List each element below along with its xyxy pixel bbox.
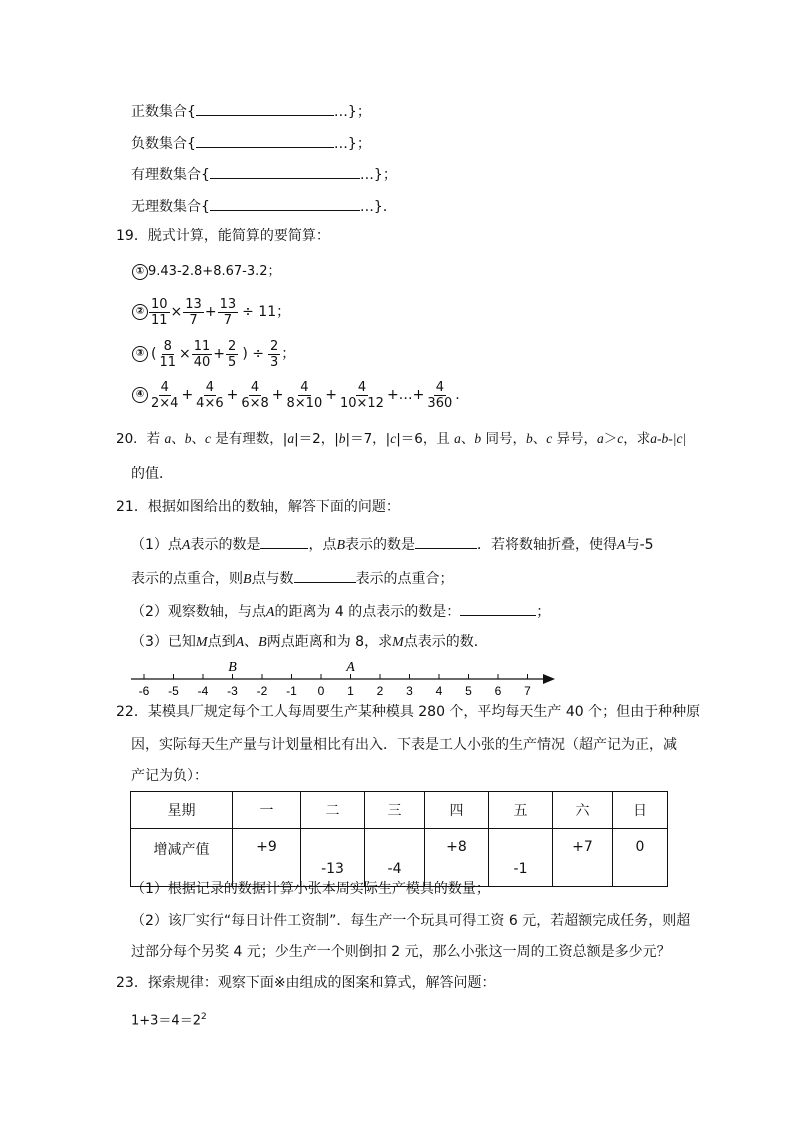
q23-title: 23．探索规律：观察下面※由组成的图案和算式，解答问题： [116, 975, 496, 991]
tick-label: 4 [435, 684, 443, 698]
table-cell: +7 [553, 829, 613, 887]
tick-label: 5 [465, 684, 472, 698]
set-rational: 有理数集合{ …}； [131, 163, 397, 185]
q19-title: 19．脱式计算，能简算的要简算： [116, 228, 330, 244]
q22-line-3: 产记为负）： [131, 768, 208, 784]
q19-item-1: ① 9.43-2.8+8.67-3.2； [132, 262, 281, 282]
circled-number-1: ① [132, 264, 148, 280]
table-cell: +8 [425, 829, 489, 887]
answer-blank[interactable] [415, 533, 477, 549]
table-header-cell: 四 [425, 792, 489, 829]
table-cell: -4 [365, 829, 425, 887]
set-negative: 负数集合{ …}； [131, 132, 371, 154]
table-cell: -13 [301, 829, 365, 887]
set-irrational: 无理数集合{ …}． [131, 195, 397, 217]
table-header-cell: 六 [553, 792, 613, 829]
tick-label: -4 [197, 684, 209, 698]
q22-line-2: 因，实际每天生产量与计划量相比有出入．下表是工人小张的生产情况（超产记为正，减 [131, 737, 677, 753]
q22-question-2-line-2: 过部分每个另奖 4 元；少生产一个则倒扣 2 元，那么小张这一周的工资总额是多少元？ [131, 944, 671, 960]
table-header-cell: 一 [233, 792, 301, 829]
answer-blank[interactable] [210, 195, 360, 211]
q19-item-3: ③ ( $\frac{8}{11}$ × $\frac{11}{40}$ + $\frac{2}{5}$ ) ÷ $\frac{2}{3}$ ； [132, 336, 295, 372]
q21-title: 21．根据如图给出的数轴，解答下面的问题： [116, 499, 400, 515]
q21-part-1-line-2: 表示的点重合，则B点与数 表示的点重合； [131, 567, 454, 590]
q19-item-2: ② $\frac{10}{11}$ × $\frac{13}{7}$ + $\frac{13}{7}$ ÷ 11； [132, 294, 290, 330]
q21-part-1-line-1: （1）点A表示的数是 ，点B表示的数是 ．若将数轴折叠，使得A与-5 [131, 533, 654, 556]
tick-label: -3 [227, 684, 238, 698]
q20-line-1: 20．若 a、b、c 是有理数，|a|＝2，|b|＝7，|c|＝6，且 a、b 同号，b、c 异号，a＞c，求a-b-|c| [116, 431, 687, 447]
tick-label: -6 [138, 684, 150, 698]
table-header-cell: 日 [613, 792, 668, 829]
tick-label: -5 [168, 684, 179, 698]
answer-blank[interactable] [460, 600, 536, 616]
tick-label: 2 [376, 684, 384, 698]
tick-label: 0 [317, 684, 325, 698]
answer-blank[interactable] [260, 533, 308, 549]
tick-label: 7 [524, 684, 531, 698]
q19-item-4: ④ $\frac{4}{2\times 4}$ + $\frac{4}{4\times 6}$ + $\frac{4}{6\times 8}$ + $\frac{4}{8\times 10}$ + $\frac{4}{10\times 12}$ +…+ $\frac{4}{360}$ . [132, 377, 460, 413]
q23-formula: $1+3=4=2^2$ [131, 1012, 207, 1029]
table-header-cell: 星期 [131, 792, 233, 829]
answer-blank[interactable] [294, 567, 356, 583]
tick-label: 1 [347, 684, 354, 698]
tick-label: 3 [406, 684, 413, 698]
table-header-cell: 二 [301, 792, 365, 829]
circled-number-2: ② [132, 304, 148, 320]
arrow-right-icon [543, 674, 555, 684]
table-header-cell: 五 [489, 792, 553, 829]
q22-question-1: （1）根据记录的数据计算小张本周实际生产模具的数量； [131, 881, 490, 897]
table-cell: -1 [489, 829, 553, 887]
tick-label: -2 [256, 684, 268, 698]
circled-number-4: ④ [132, 387, 148, 403]
tick-label: -1 [286, 684, 297, 698]
answer-blank[interactable] [196, 132, 334, 148]
number-line [125, 655, 565, 700]
tick-label: 6 [494, 684, 502, 698]
table-header-cell: 三 [365, 792, 425, 829]
table-cell: 增减产值 [131, 829, 233, 887]
q21-part-3: （3）已知M点到A、B两点距离和为 8，求M点表示的数． [131, 634, 488, 650]
table-row [131, 829, 668, 887]
set-positive: 正数集合{ …}； [131, 100, 371, 122]
answer-blank[interactable] [210, 163, 360, 179]
production-table [130, 791, 668, 887]
point-label-B: B [228, 660, 237, 675]
table-cell: +9 [233, 829, 301, 887]
circled-number-3: ③ [132, 346, 148, 362]
q21-part-2: （2）观察数轴，与点A的距离为 4 的点表示的数是： ； [131, 600, 550, 623]
q22-line-1: 22．某模具厂规定每个工人每周要生产某种模具 280 个，平均每天生产 40 个；但由于种种原 [116, 704, 701, 720]
point-label-A: A [346, 660, 355, 675]
q20-line-2: 的值． [131, 466, 173, 482]
answer-blank[interactable] [196, 100, 334, 116]
q22-question-2-line-1: （2）该厂实行“每日计件工资制”．每生产一个玩具可得工资 6 元，若超额完成任务，则超 [131, 913, 691, 929]
table-cell: 0 [613, 829, 668, 887]
table-header-row [131, 792, 668, 829]
